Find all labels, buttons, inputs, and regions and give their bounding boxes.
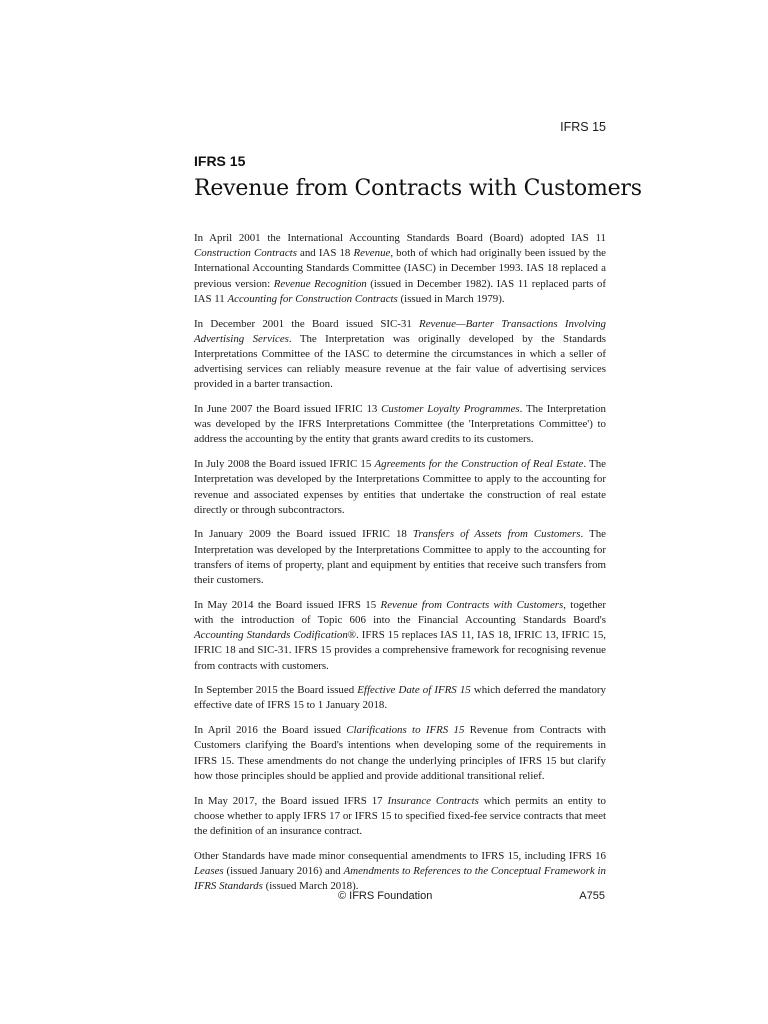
italic-title-run: Amendments to References to the Conceptual Framework in IFRS Standards [194, 864, 606, 893]
body-paragraph [194, 527, 606, 588]
text-run: (issued March 2018). [262, 880, 359, 893]
text-run: In December 2001 the Board issued SIC-31 [194, 317, 420, 330]
body-paragraph [194, 723, 606, 784]
text-run: In June 2007 the Board issued IFRIC 13 [194, 403, 382, 416]
text-run: (issued in December 1982). IAS 11 replaced parts of IAS 11 [194, 277, 606, 305]
italic-title-run: Revenue from Contracts with Customers [380, 598, 564, 611]
text-run: In July 2008 the Board issued IFRIC 15 [194, 458, 375, 471]
italic-title-run: Effective Date of IFRS 15 [357, 684, 471, 697]
footer-page-number: A755 [579, 890, 605, 902]
text-run: In April 2001 the International Accounting Standards Board (Board) adopted IAS 11 [194, 232, 606, 244]
body-paragraph [194, 457, 606, 518]
text-run: which permits an entity to choose whether to apply IFRS 17 or IFRS 15 to specified fixed-fee service contracts that meet the definition of an insurance contract. [194, 794, 606, 837]
text-run: In September 2015 the Board issued [194, 684, 358, 697]
footer-copyright: © IFRS Foundation [338, 890, 433, 902]
text-run: which deferred the mandatory effective date of IFRS 15 to 1 January 2018. [194, 684, 607, 712]
italic-title-run: Accounting Standards Codification [194, 629, 348, 642]
italic-title-run: Agreements for the Construction of Real Estate [374, 458, 584, 471]
text-run: (issued January 2016) and [223, 864, 344, 877]
text-run: . The Interpretation was developed by the Interpretations Committee to apply to the accounting for revenue and associated expenses by entities that undertake the construction of real estate directly or through subcontractors. [194, 458, 606, 516]
text-run: In April 2016 the Board issued [194, 724, 347, 737]
text-run: , together with the introduction of Topic 606 into the Financial Accounting Standards Board's [194, 598, 606, 626]
italic-title-run: Construction Contracts [194, 247, 297, 260]
italic-title-run: Accounting for Construction Contracts [227, 292, 398, 305]
italic-title-run: Transfers of Assets from Customers [412, 528, 581, 541]
document-title: Revenue from Contracts with Customers [194, 176, 642, 201]
text-run: ®. IFRS 15 replaces IAS 11, IAS 18, IFRIC 13, IFRIC 15, IFRIC 18 and SIC-31. IFRS 15 provides a comprehensive framework for recognising revenue from contracts with customers. [194, 629, 606, 672]
running-head: IFRS 15 [560, 120, 606, 134]
text-run: Other Standards have made minor consequential amendments to IFRS 15, including IFRS 16 [194, 849, 606, 862]
italic-title-run: Revenue—Barter Transactions Involving Advertising Services [194, 317, 606, 345]
body-paragraph [194, 598, 606, 674]
body-paragraph [194, 849, 606, 895]
body-paragraph [194, 402, 606, 448]
italic-title-run: Clarifications to IFRS 15 [346, 724, 465, 737]
text-run: In May 2014 the Board issued IFRS 15 [194, 598, 381, 611]
text-run: (issued in March 1979). [397, 292, 505, 305]
italic-title-run: Leases [194, 864, 224, 877]
body-paragraph [194, 317, 606, 393]
text-run: Revenue from Contracts with Customers clarifying the Board's intentions when developing some of the requirements in IFRS 15. These amendments do not change the underlying principles of IFRS 15 but clarify how those principles should be applied and provide additional transitional relief. [194, 724, 606, 782]
text-run: , both of which had originally been issued by the International Accounting Standards Committee (IASC) in December 1993. IAS 18 replaced a previous version: [194, 247, 606, 290]
document-body [194, 231, 606, 904]
body-paragraph [194, 683, 606, 713]
text-run: . The Interpretation was originally developed by the Standards Interpretations Committee of the IASC to determine the circumstances in which a seller of advertising services can reliably measure revenue at the fair value of advertising services provided in a barter transaction. [194, 332, 607, 391]
text-run: . The Interpretation was developed by the IFRS Interpretations Committee (the 'Interpretations Committee') to address the accounting by the entity that grants award credits to its customers. [194, 403, 606, 446]
italic-title-run: Revenue Recognition [273, 277, 367, 290]
text-run: In January 2009 the Board issued IFRIC 18 [194, 528, 413, 541]
text-run: . The Interpretation was developed by the Interpretations Committee to apply to the accounting for transfers of items of property, plant and equipment by entities that receive such transfers from their customers. [194, 528, 606, 587]
body-paragraph [194, 794, 606, 840]
italic-title-run: Customer Loyalty Programmes [381, 403, 520, 416]
italic-title-run: Revenue [353, 247, 391, 260]
text-run: and IAS 18 [296, 247, 354, 260]
body-paragraph [194, 231, 606, 307]
italic-title-run: Insurance Contracts [387, 794, 479, 807]
text-run: In May 2017, the Board issued IFRS 17 [194, 794, 388, 807]
standard-label: IFRS 15 [194, 153, 246, 169]
